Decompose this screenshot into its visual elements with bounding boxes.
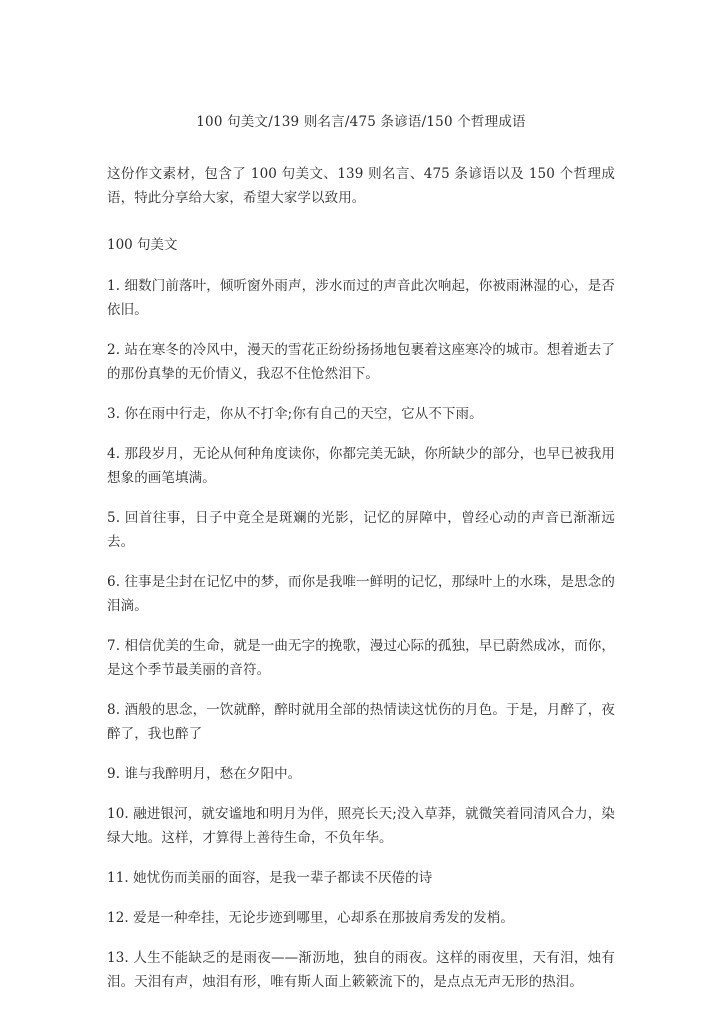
list-item: 8. 酒般的思念，一饮就醉，醉时就用全部的热情读这忧伤的月色。于是，月醉了，夜醉了，我也醉了 xyxy=(107,701,615,742)
page-title: 100 句美文/139 则名言/475 条谚语/150 个哲理成语 xyxy=(196,114,526,130)
list-item: 9. 谁与我醉明月，愁在夕阳中。 xyxy=(107,765,302,782)
list-item: 1. 细数门前落叶，倾听窗外雨声，涉水而过的声音此次响起，你被雨淋湿的心，是否依旧。 xyxy=(107,277,615,318)
section-heading: 100 句美文 xyxy=(107,236,178,253)
list-item: 12. 爱是一种牵挂，无论步迹到哪里，心却系在那披肩秀发的发梢。 xyxy=(107,909,514,926)
list-item: 6. 往事是尘封在记忆中的梦，而你是我唯一鲜明的记忆，那绿叶上的水珠，是思念的泪滴。 xyxy=(107,573,615,614)
list-item: 10. 融进银河，就安谧地和明月为伴，照亮长天;没入草莽，就微笑着同清风合力，染绿大地。这样，才算得上善待生命，不负年华。 xyxy=(107,805,615,846)
list-item: 5. 回首往事，日子中竟全是斑斓的光影，记忆的屏障中，曾经心动的声音已渐渐远去。 xyxy=(107,509,615,550)
list-item: 3. 你在雨中行走，你从不打伞;你有自己的天空，它从不下雨。 xyxy=(107,405,483,422)
list-item: 2. 站在寒冬的冷风中，漫天的雪花正纷纷扬扬地包裹着这座寒冷的城市。想着逝去了的那份真挚的无价情义，我忍不住怆然泪下。 xyxy=(107,341,615,382)
list-item: 7. 相信优美的生命，就是一曲无字的挽歌，漫过心际的孤独，早已蔚然成冰，而你，是这个季节最美丽的音符。 xyxy=(107,637,615,678)
list-item: 13. 人生不能缺乏的是雨夜——渐沥地，独自的雨夜。这样的雨夜里，天有泪，烛有泪。天泪有声，烛泪有形，唯有斯人面上簌簌流下的，是点点无声无形的热泪。 xyxy=(107,949,615,990)
list-item: 11. 她忧伤而美丽的面容，是我一辈子都读不厌倦的诗 xyxy=(107,869,433,886)
document-content xyxy=(107,112,615,1010)
intro-paragraph: 这份作文素材，包含了 100 句美文、139 则名言、475 条谚语以及 150 个哲理成语，特此分享给大家，希望大家学以致用。 xyxy=(107,165,615,206)
list-item: 4. 那段岁月，无论从何种角度读你，你都完美无缺，你所缺少的部分，也早已被我用想象的画笔填满。 xyxy=(107,445,615,486)
